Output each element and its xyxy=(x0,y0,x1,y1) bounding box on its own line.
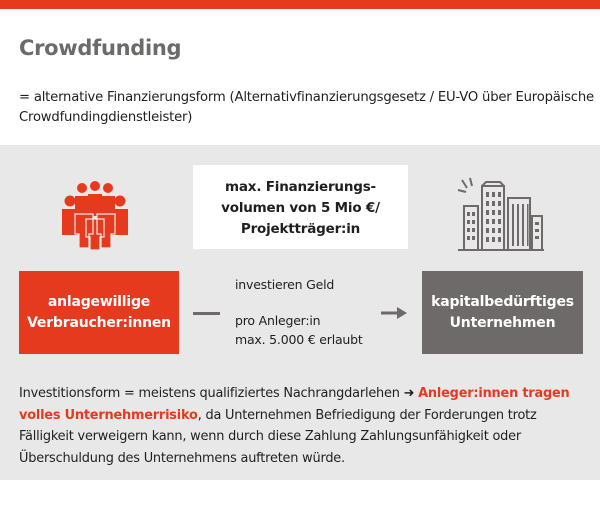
volume-line-1: max. Finanzierungs- xyxy=(225,179,376,195)
people-group-icon xyxy=(60,180,130,250)
company-line-2: Unternehmen xyxy=(449,314,556,331)
volume-line-2: volumen von 5 Mio €/ xyxy=(221,200,380,216)
inline-arrow-icon: ➜ xyxy=(403,386,415,401)
buildings-icon xyxy=(456,176,546,252)
flow-label-invest: investieren Geld xyxy=(235,277,335,292)
flow-label-per-investor: pro Anleger:in xyxy=(235,313,321,328)
definition-text: = alternative Finanzierungsform (Alternativfinanzierungsgesetz / EU-VO über Europäische Crowdfundingdienstleister) xyxy=(19,90,594,125)
explanation-part-2: , da Unternehmen Befriedigung der Forderungen trotz Fälligkeit verweigern kann, wenn durch diese Zahlung Zahlungsunfähigkeit oder Überschuldung des Unternehmens auftreten würde. xyxy=(19,407,537,466)
explanation-part-1: Investitionsform = meistens qualifiziertes Nachrangdarlehen xyxy=(19,386,400,401)
investors-box xyxy=(19,271,179,354)
investors-line-2: Verbraucher:innen xyxy=(27,314,171,331)
explanation-text xyxy=(19,383,594,469)
arrow-right-icon xyxy=(381,305,409,321)
company-line-1: kapitalbedürftiges xyxy=(431,293,574,310)
flow-label-limit: max. 5.000 € erlaubt xyxy=(235,332,363,347)
financing-volume-box xyxy=(193,165,408,249)
risk-highlight: Anleger:innen tragen volles Unternehmerrisiko xyxy=(19,386,570,423)
top-accent-bar xyxy=(0,0,600,9)
company-box xyxy=(422,271,583,354)
connector-line xyxy=(193,312,220,315)
page-title: Crowdfunding xyxy=(19,36,182,60)
investors-line-1: anlagewillige xyxy=(47,293,151,310)
volume-line-3: Projektträger:in xyxy=(240,221,361,237)
